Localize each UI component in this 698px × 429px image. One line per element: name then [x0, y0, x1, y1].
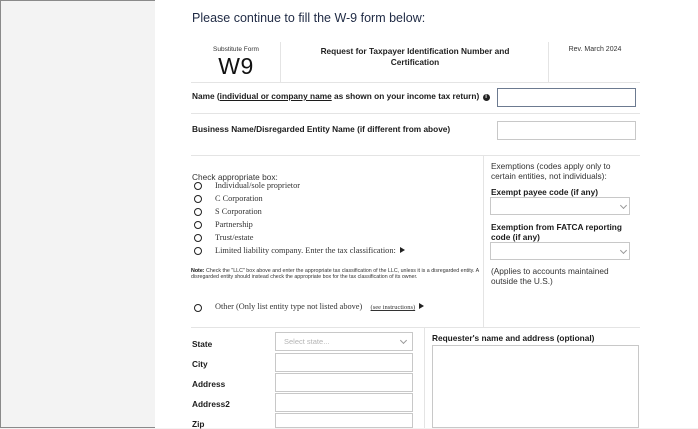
requester-textarea[interactable]	[432, 345, 639, 428]
option-label-individual: Individual/sole proprietor	[215, 181, 301, 190]
chevron-down-icon	[620, 247, 627, 254]
chevron-down-icon	[400, 337, 407, 344]
name-input[interactable]	[497, 88, 636, 107]
substitute-form-label: Substitute Form	[213, 46, 259, 53]
radio-llc[interactable]	[194, 247, 202, 255]
exempt-payee-label: Exempt payee code (if any)	[491, 187, 598, 197]
address2-label: Address2	[192, 399, 230, 409]
note-title: Note:	[191, 268, 205, 274]
form-title: Request for Taxpayer Identification Number and Certification	[320, 46, 510, 67]
classification-prompt: Check appropriate box:	[192, 172, 278, 182]
exemptions-intro: Exemptions (codes apply only to certain entities, not individuals):	[491, 161, 611, 181]
fatca-footnote: (Applies to accounts maintained outside the U.S.)	[491, 266, 609, 286]
business-name-input[interactable]	[497, 121, 636, 140]
radio-individual[interactable]	[194, 182, 202, 190]
name-label-suffix: as shown on your income tax return)	[331, 91, 480, 101]
option-label-s-corporation: S Corporation	[215, 207, 262, 216]
option-label-llc	[215, 246, 405, 255]
column-divider	[483, 155, 484, 327]
name-label	[192, 91, 490, 101]
column-divider	[424, 327, 425, 428]
business-name-label: Business Name/Disregarded Entity Name (if different from above)	[192, 124, 451, 134]
divider	[191, 113, 640, 114]
divider	[191, 327, 640, 328]
name-label-prefix: Name (	[192, 91, 220, 101]
other-label-text: Other (Only list entity type not listed above)	[215, 302, 363, 311]
see-instructions-link[interactable]: (see instructions)	[370, 304, 416, 311]
radio-trust-estate[interactable]	[194, 234, 202, 242]
llc-label-text: Limited liability company. Enter the tax classification:	[215, 246, 396, 255]
exempt-payee-select[interactable]	[490, 197, 630, 215]
city-input[interactable]	[275, 353, 413, 372]
header-divider-right	[548, 42, 549, 82]
llc-note	[191, 268, 481, 281]
page-heading: Please continue to fill the W-9 form below:	[192, 11, 426, 25]
header-divider-left	[280, 42, 281, 82]
address2-input[interactable]	[275, 393, 413, 412]
option-label-c-corporation: C Corporation	[215, 194, 263, 203]
option-label-other	[215, 302, 424, 311]
radio-c-corporation[interactable]	[194, 195, 202, 203]
requester-label: Requester's name and address (optional)	[432, 333, 595, 343]
zip-input[interactable]	[275, 413, 413, 428]
triangle-right-icon[interactable]	[400, 247, 405, 253]
state-label: State	[192, 339, 213, 349]
state-placeholder: Select state...	[284, 337, 330, 346]
note-text: Check the "LLC" box above and enter the appropriate tax classification of the LLC, unless it is a disregarded entity. A disregarded entity should instead check the appropriate box for the tax classification of its owner.	[191, 268, 479, 281]
form-code: W9	[218, 53, 254, 79]
radio-s-corporation[interactable]	[194, 208, 202, 216]
chevron-down-icon	[620, 202, 627, 209]
fatca-label: Exemption from FATCA reporting code (if any)	[491, 222, 622, 242]
form-revision: Rev. March 2024	[568, 46, 622, 53]
radio-partnership[interactable]	[194, 221, 202, 229]
address-input[interactable]	[275, 373, 413, 392]
triangle-right-icon[interactable]	[419, 303, 424, 309]
radio-other[interactable]	[194, 304, 202, 312]
city-label: City	[192, 359, 208, 369]
state-select[interactable]	[275, 332, 413, 351]
fatca-select[interactable]	[490, 242, 630, 260]
name-label-link[interactable]: individual or company name	[219, 91, 332, 101]
zip-label: Zip	[192, 419, 205, 429]
option-label-trust-estate: Trust/estate	[215, 233, 254, 242]
option-label-partnership: Partnership	[215, 220, 253, 229]
info-icon[interactable]: i	[483, 94, 490, 101]
divider	[191, 155, 640, 156]
address-label: Address	[192, 379, 226, 389]
